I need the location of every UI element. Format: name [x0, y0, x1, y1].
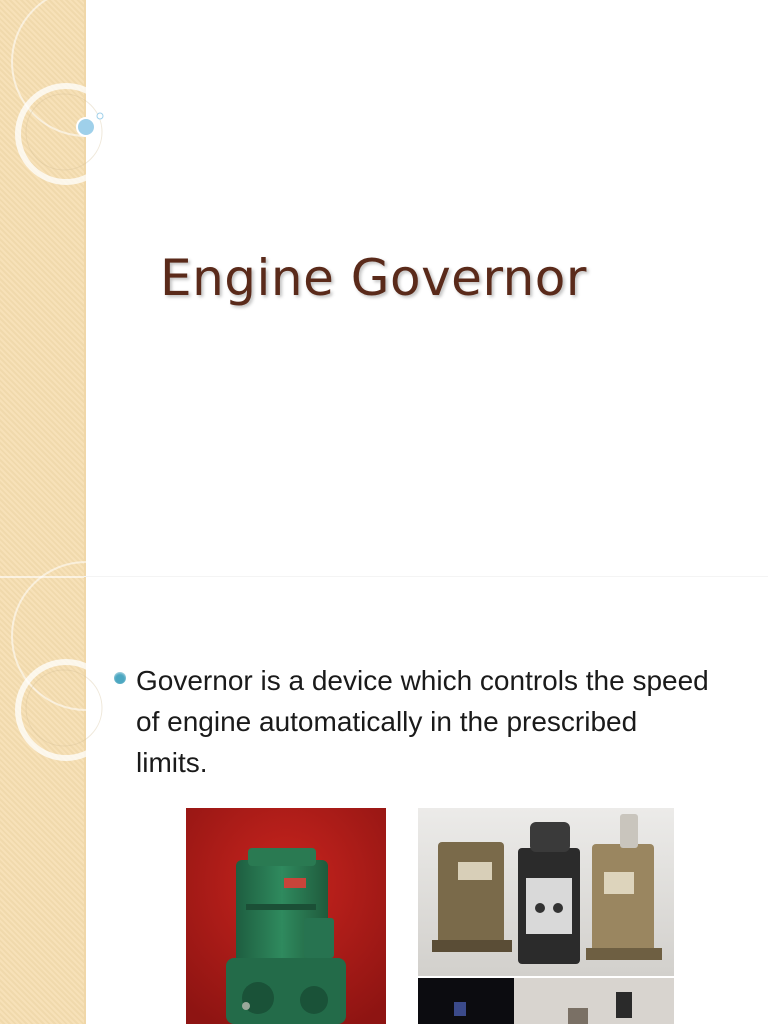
slide-separator: [84, 576, 768, 577]
bead-small-icon: [97, 113, 103, 119]
governor-units-photo: [418, 808, 674, 976]
bullet-text: Governor is a device which controls the speed of engine automatically in the prescribed limits.: [136, 665, 709, 778]
ring-inner-bottom: [26, 670, 102, 746]
bead-large-icon: [77, 118, 95, 136]
engine-governor-photo: [186, 808, 386, 1024]
bullet-dot-icon: [114, 672, 126, 684]
ring-small-bottom: [18, 662, 114, 758]
decorative-rings-icon: [0, 0, 120, 1024]
governor-units-dark-photo: [418, 978, 674, 1024]
ring-large-bottom: [12, 562, 120, 710]
slide-title: Engine Governor: [160, 249, 587, 307]
ring-large-top: [12, 0, 120, 136]
